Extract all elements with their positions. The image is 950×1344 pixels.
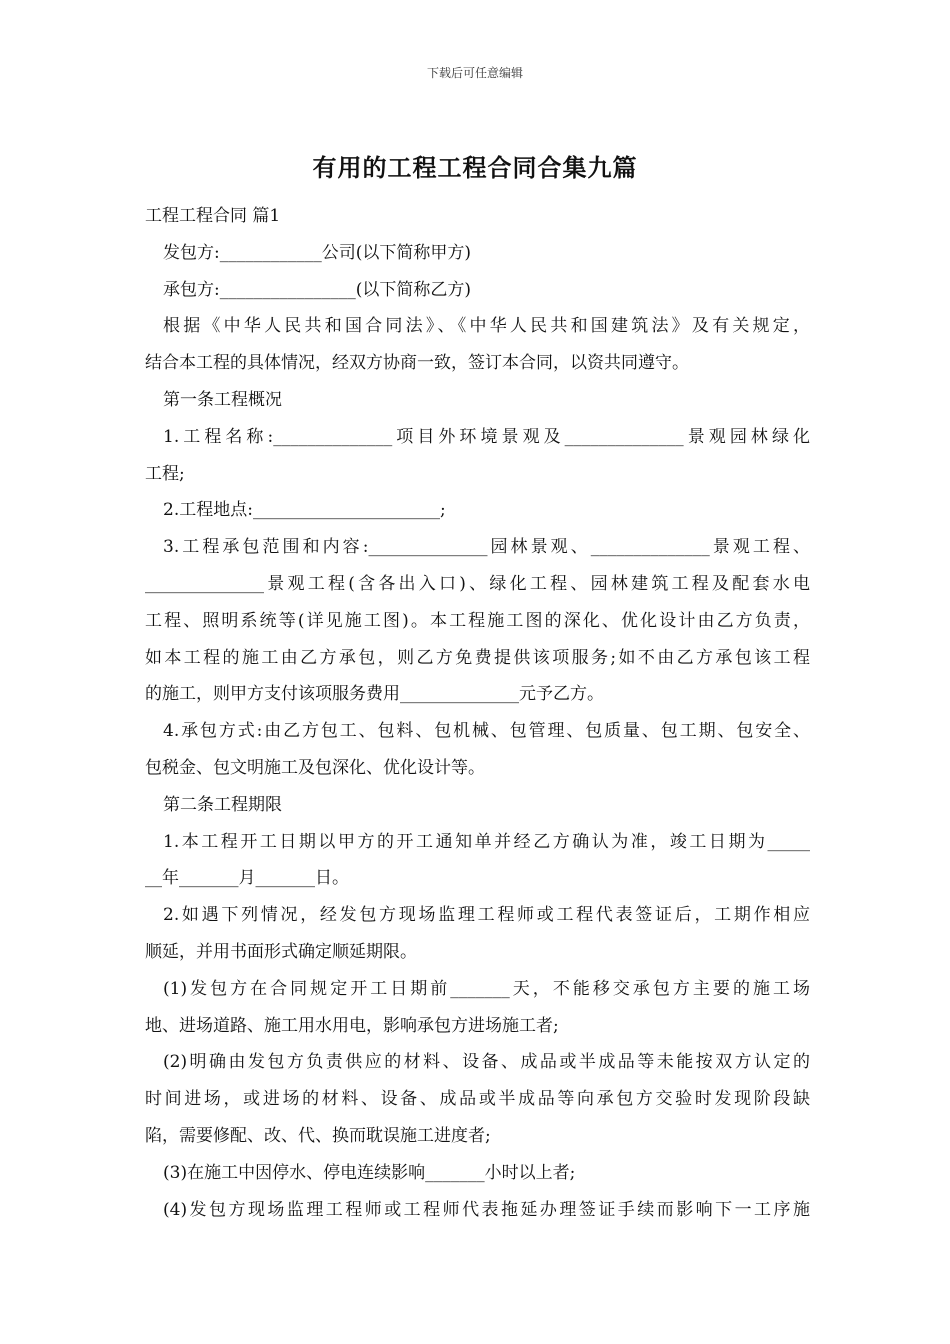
- document-title: 有用的工程工程合同合集九篇: [312, 153, 638, 182]
- section-heading: 工程工程合同 篇1: [145, 206, 281, 226]
- paragraph-line: 2.工程地点:______________________;: [163, 500, 446, 521]
- paragraph-line: 4.承包方式:由乙方包工、包料、包机械、包管理、包质量、包工期、包安全、: [163, 721, 810, 742]
- paragraph-line: 陷，需要修配、改、代、换而耽误施工进度者;: [145, 1125, 491, 1146]
- paragraph-line: 根据《中华人民共和国合同法》、《中华人民共和国建筑法》及有关规定，: [163, 316, 810, 337]
- paragraph-line: (2)明确由发包方负责供应的材料、设备、成品或半成品等未能按双方认定的: [163, 1052, 810, 1073]
- paragraph-line: 2.如遇下列情况，经发包方现场监理工程师或工程代表签证后，工期作相应: [163, 905, 810, 926]
- paragraph-line: 顺延，并用书面形式确定顺延期限。: [145, 941, 417, 962]
- paragraph-line: __年_______月_______日。: [145, 868, 349, 889]
- paragraph-line: 3.工程承包范围和内容:______________园林景观、______________景观工程、: [163, 537, 810, 558]
- paragraph-line: (1)发包方在合同规定开工日期前_______天，不能移交承包方主要的施工场: [163, 978, 810, 999]
- paragraph-line: 包税金、包文明施工及包深化、优化设计等。: [145, 757, 485, 778]
- paragraph-line: 时间进场，或进场的材料、设备、成品或半成品等向承包方交验时发现阶段缺: [145, 1089, 810, 1110]
- document-body: [145, 198, 810, 1228]
- paragraph-line: 工程、照明系统等(详见施工图)。本工程施工图的深化、优化设计由乙方负责，: [145, 610, 810, 631]
- paragraph-line: 承包方:________________(以下简称乙方): [163, 279, 471, 300]
- paragraph-line: 如本工程的施工由乙方承包，则乙方免费提供该项服务;如不由乙方承包该工程: [145, 647, 810, 668]
- paragraph-line: 工程;: [145, 463, 185, 484]
- paragraph-line: 1.本工程开工日期以甲方的开工通知单并经乙方确认为准，竣工日期为_____: [163, 831, 810, 852]
- paragraph-line: 发包方:____________公司(以下简称甲方): [163, 242, 471, 263]
- paragraph-line: 的施工，则甲方支付该项服务费用______________元予乙方。: [145, 684, 604, 705]
- page-header-note: 下载后可任意编辑: [426, 66, 523, 80]
- paragraph-line: 1.工程名称:______________项目外环境景观及______________景观园林绿化: [163, 426, 810, 447]
- paragraph-line: (3)在施工中因停水、停电连续影响_______小时以上者;: [163, 1162, 576, 1183]
- paragraph-line: 结合本工程的具体情况，经双方协商一致，签订本合同，以资共同遵守。: [145, 353, 689, 374]
- paragraph-line: ______________景观工程(含各出入口)、绿化工程、园林建筑工程及配套水电: [145, 573, 810, 594]
- article-heading: 第一条工程概况: [163, 389, 282, 410]
- article-heading: 第二条工程期限: [163, 794, 282, 815]
- paragraph-line: 地、进场道路、施工用水用电，影响承包方进场施工者;: [145, 1015, 559, 1036]
- paragraph-line: (4)发包方现场监理工程师或工程师代表拖延办理签证手续而影响下一工序施: [163, 1199, 810, 1220]
